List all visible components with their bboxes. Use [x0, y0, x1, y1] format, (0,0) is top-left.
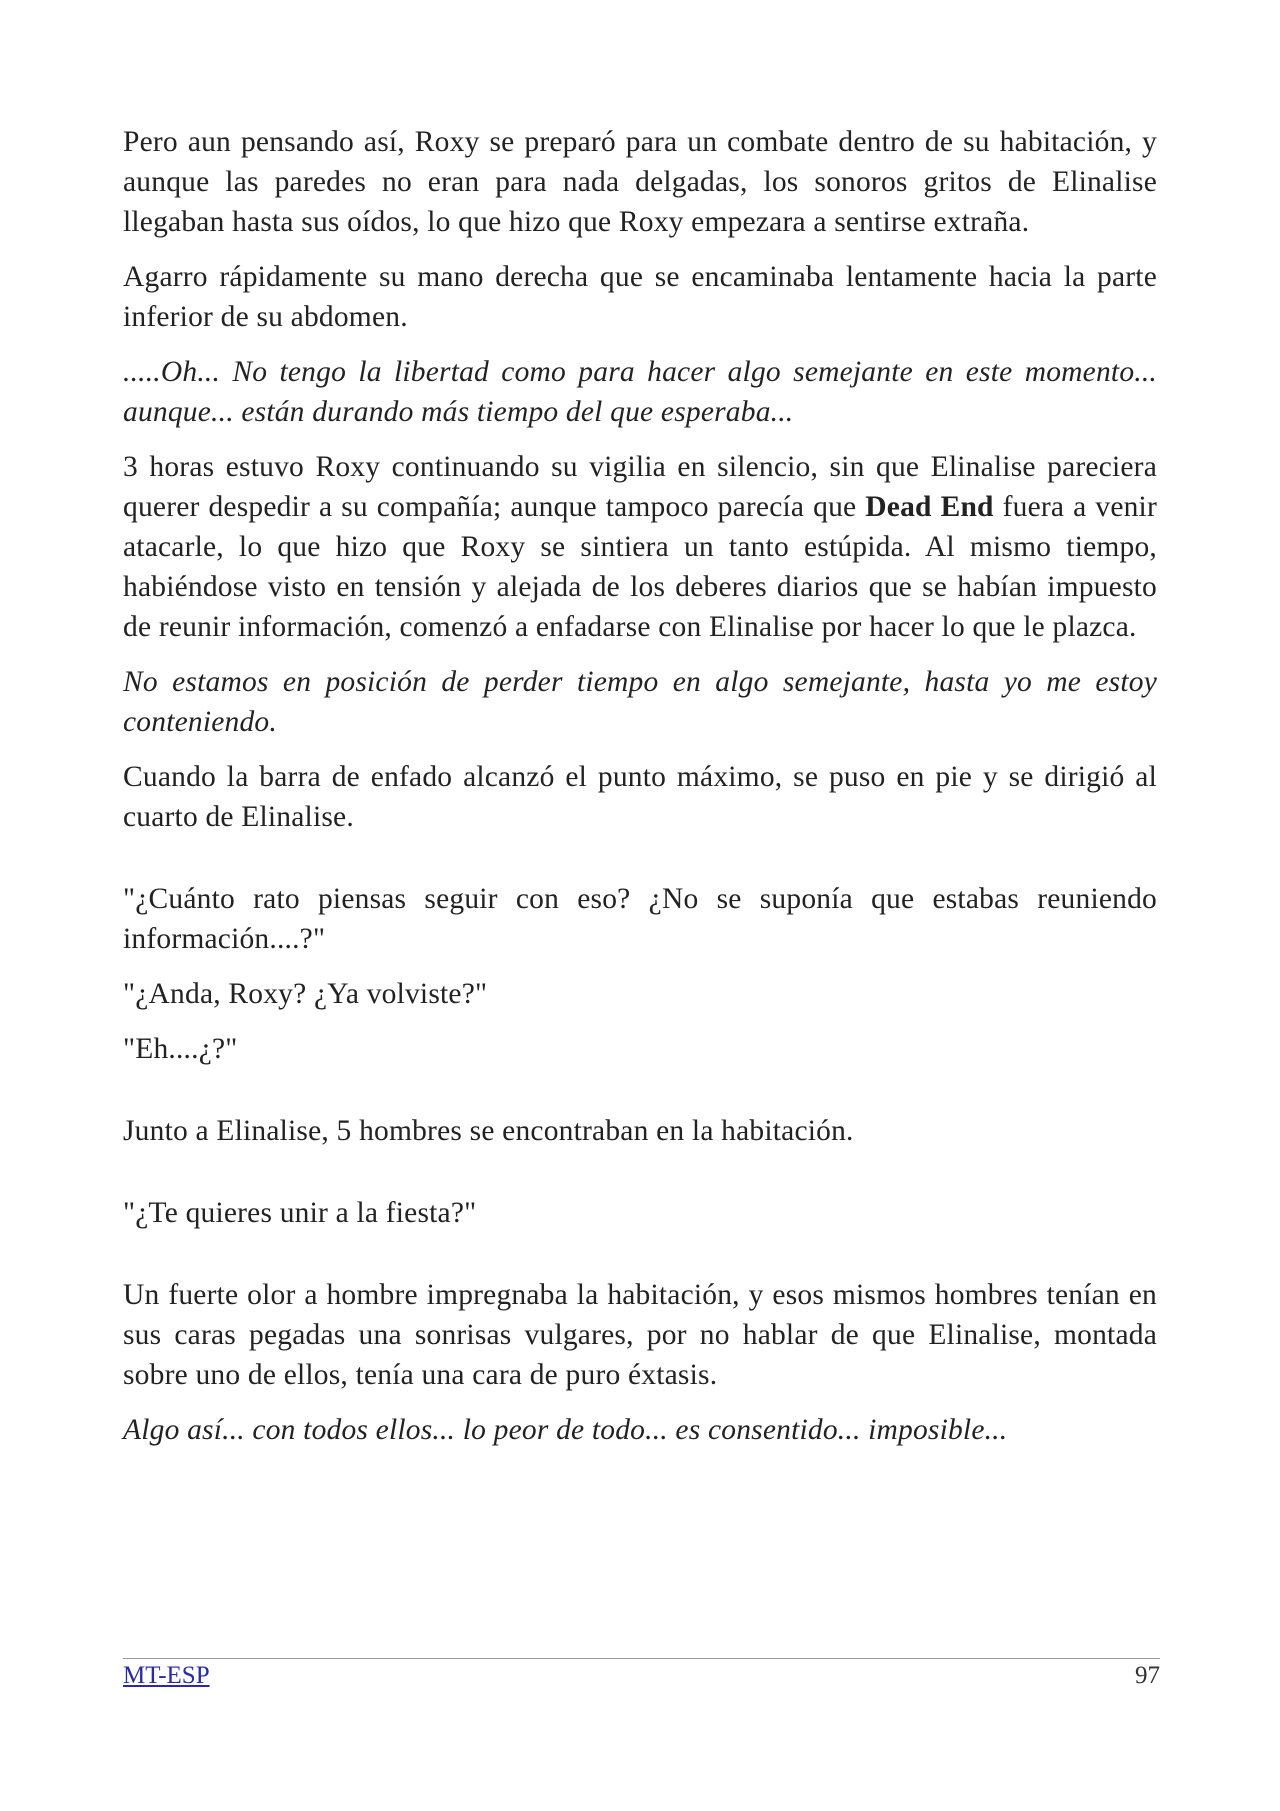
footer-mt-esp-link[interactable]: MT-ESP — [123, 1662, 210, 1689]
paragraph-3-thought: .....Oh... No tengo la libertad como para hacer algo semejante en este momento... aunque... están durando más tiempo del que esperaba... — [123, 356, 1157, 428]
paragraph-5-thought: No estamos en posición de perder tiempo en algo semejante, hasta yo me estoy conteniendo. — [123, 666, 1157, 738]
dialogue-3: "Eh....¿?" — [123, 1033, 238, 1065]
dialogue-2: "¿Anda, Roxy? ¿Ya volviste?" — [123, 978, 488, 1010]
dialogue-4: "¿Te quieres unir a la fiesta?" — [123, 1197, 477, 1229]
dead-end-name: Dead End — [865, 491, 994, 523]
paragraph-1: Pero aun pensando así, Roxy se preparó para un combate dentro de su habitación, y aunque las paredes no eran para nada delgadas, los sonoros gritos de Elinalise llegaban hasta sus oídos, lo que hizo que Roxy empezara a sentirse extraña. — [123, 126, 1157, 238]
paragraph-2: Agarro rápidamente su mano derecha que se encaminaba lentamente hacia la parte inferior de su abdomen. — [123, 261, 1157, 333]
dialogue-1: "¿Cuánto rato piensas seguir con eso? ¿No se suponía que estabas reuniendo información....?" — [123, 883, 1157, 955]
page-number: 97 — [1135, 1662, 1160, 1689]
paragraph-6: Cuando la barra de enfado alcanzó el punto máximo, se puso en pie y se dirigió al cuarto de Elinalise. — [123, 761, 1157, 833]
paragraph-4-part-2: fuera a venir atacarle, lo que hizo que Roxy se sintiera un tanto estúpida. Al mismo tiempo, habiéndose visto en tensión y alejada de los deberes diarios que se habían impuesto de reunir información, comenzó a enfadarse con Elinalise por hacer lo que le plazca. — [123, 491, 1157, 643]
paragraph-7: Junto a Elinalise, 5 hombres se encontraban en la habitación. — [123, 1115, 854, 1147]
paragraph-4-part-1: 3 horas estuvo Roxy continuando su vigilia en silencio, sin que Elinalise pareciera querer despedir a su compañía; aunque tampoco parecía que — [123, 451, 1157, 523]
footer-divider — [123, 1658, 1160, 1659]
paragraph-9-thought: Algo así... con todos ellos... lo peor de todo... es consentido... imposible... — [123, 1414, 1008, 1446]
paragraph-4 — [123, 447, 1157, 647]
paragraph-8: Un fuerte olor a hombre impregnaba la habitación, y esos mismos hombres tenían en sus caras pegadas una sonrisas vulgares, por no hablar de que Elinalise, montada sobre uno de ellos, tenía una cara de puro éxtasis. — [123, 1279, 1157, 1391]
document-body — [123, 122, 1157, 1465]
